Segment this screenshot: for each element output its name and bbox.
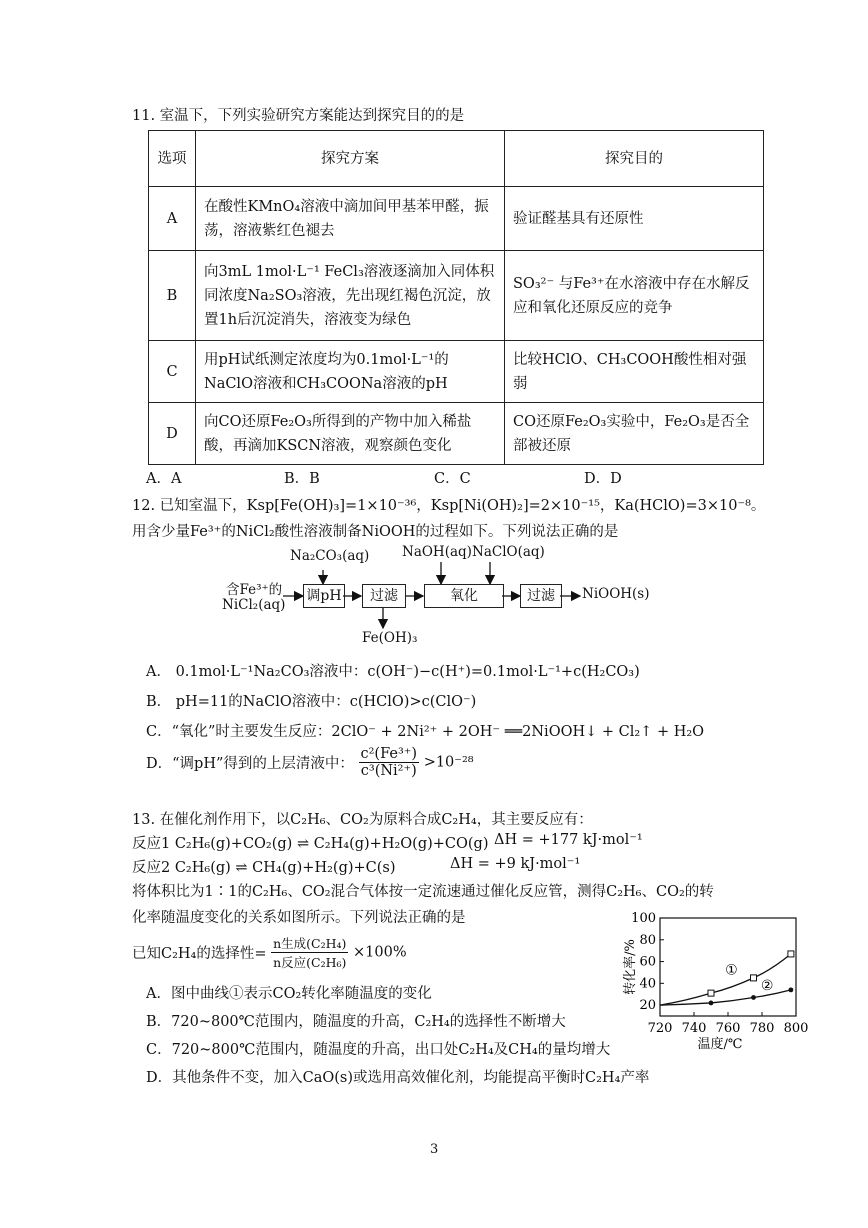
flow-product: NiOOH(s) (582, 586, 650, 602)
series-line-1 (660, 954, 791, 1005)
option-d-numerator: c²(Fe³⁺) (360, 746, 418, 762)
q13-reaction-1: 反应1 C₂H₆(g)+CO₂(g) ⇌ C₂H₄(g)+H₂O(g)+CO(g) (132, 836, 489, 852)
q12-option-b: B． pH=11的NaClO溶液中：c(HClO)>c(ClO⁻) (146, 694, 477, 710)
series-label-2: ② (760, 977, 774, 994)
flow-byproduct: Fe(OH)₃ (362, 630, 418, 646)
x-tick-label-3: 780 (749, 1021, 775, 1036)
q12-option-c: C．“氧化”时主要发生反应：2ClO⁻ + 2Ni²⁺ + 2OH⁻ ══2NiOOH↓ + Cl₂↑ + H₂O (146, 724, 705, 740)
series-1-point-3 (788, 951, 794, 957)
x-axis-label: 温度/℃ (697, 1037, 743, 1052)
selectivity-denominator: n反应(C₂H₆) (273, 955, 347, 970)
q13-option-c: C．720~800℃范围内，随温度的升高，出口处C₂H₄及CH₄的量均增大 (146, 1042, 611, 1058)
row-c-opt: C (149, 341, 196, 403)
flow-step-adjust-ph: 调pH (303, 584, 345, 608)
y-tick-label-0: 20 (639, 998, 656, 1014)
chart-plot-frame (660, 918, 796, 1016)
selectivity-suffix: ×100% (353, 944, 407, 961)
series-2-point-1 (709, 1001, 714, 1006)
option-d-fraction (359, 746, 420, 779)
row-b-plan: 向3mL 1mol·L⁻¹ FeCl₃溶液逐滴加入同体积同浓度Na₂SO₃溶液，先出现红褐色沉淀，放置1h后沉淀消失，溶液变为绿色 (196, 251, 505, 341)
x-tick-label-2: 760 (715, 1021, 741, 1036)
q12-option-d (146, 746, 474, 779)
selectivity-fraction (271, 934, 348, 971)
row-c-plan: 用pH试纸测定浓度均为0.1mol·L⁻¹的NaClO溶液和CH₃COONa溶液的pH (196, 341, 505, 403)
q11-choice-d: D．D (584, 471, 622, 487)
row-a-goal: 验证醛基具有还原性 (505, 187, 764, 251)
q13-text-line2: 化率随温度变化的关系如图所示。下列说法正确的是 (132, 910, 466, 926)
y-tick-label-1: 40 (639, 976, 656, 992)
q11-choice-c: C．C (434, 471, 471, 487)
series-line-2 (660, 990, 791, 1005)
q13-option-d: D．其他条件不变，加入CaO(s)或选用高效催化剂，均能提高平衡时C₂H₄产率 (146, 1070, 650, 1086)
series-1-point-1 (708, 990, 714, 996)
flow-feed-line1: 含Fe³⁺的 (226, 582, 283, 598)
row-a-opt: A (149, 187, 196, 251)
q11-stem: 11. 室温下，下列实验研究方案能达到探究目的的是 (132, 108, 465, 124)
q12-stem-line2: 用含少量Fe³⁺的NiCl₂酸性溶液制备NiOOH的过程如下。下列说法正确的是 (132, 524, 619, 540)
header-plan: 探究方案 (196, 131, 505, 187)
flow-reagent-na2co3: Na₂CO₃(aq) (290, 548, 370, 564)
option-d-prefix: D．“调pH”得到的上层清液中： (146, 756, 354, 772)
header-goal: 探究目的 (505, 131, 764, 187)
q13-option-a: A．图中曲线①表示CO₂转化率随温度的变化 (146, 986, 432, 1002)
x-tick-label-4: 800 (783, 1021, 809, 1036)
q13-stem: 13. 在催化剂作用下，以C₂H₆、CO₂为原料合成C₂H₄，其主要反应有： (132, 812, 593, 828)
q12-stem-line1: 12. 已知室温下，Ksp[Fe(OH)₃]=1×10⁻³⁶，Ksp[Ni(OH)₂]=2×10⁻¹⁵，Ka(HClO)=3×10⁻⁸。 (132, 498, 766, 514)
flow-reagent-naclo: NaClO(aq) (472, 544, 545, 560)
y-tick-label-2: 60 (639, 954, 656, 970)
y-tick-label-3: 80 (639, 932, 656, 948)
q13-text-line1: 将体积比为1∶1的C₂H₆、CO₂混合气体按一定流速通过催化反应管，测得C₂H₆、CO₂的转 (132, 884, 714, 900)
q13-selectivity (132, 934, 407, 971)
y-axis-label: 转化率/% (623, 939, 638, 995)
row-b-goal: SO₃²⁻ 与Fe³⁺在水溶液中存在水解反应和氧化还原反应的竞争 (505, 251, 764, 341)
y-tick-label-4: 100 (631, 911, 656, 926)
series-2-point-2 (751, 995, 756, 1000)
x-tick-label-0: 720 (647, 1021, 673, 1036)
flow-feed-line2: NiCl₂(aq) (222, 597, 286, 613)
q13-option-b: B．720~800℃范围内，随温度的升高，C₂H₄的选择性不断增大 (146, 1014, 566, 1030)
series-2-point-3 (789, 987, 794, 992)
flow-step-filter-1: 过滤 (362, 584, 406, 608)
option-d-denominator: c³(Ni²⁺) (360, 763, 417, 779)
q11-table (148, 130, 764, 465)
row-a-plan: 在酸性KMnO₄溶液中滴加间甲基苯甲醛，振荡，溶液紫红色褪去 (196, 187, 505, 251)
flow-reagent-naoh: NaOH(aq) (402, 544, 472, 560)
flow-step-oxidize: 氧化 (424, 584, 504, 608)
x-tick-label-1: 740 (681, 1021, 707, 1036)
flow-step-filter-2: 过滤 (520, 584, 562, 608)
q13-reaction-2-dh: ΔH = +9 kJ·mol⁻¹ (450, 856, 581, 872)
row-d-plan: 向CO还原Fe₂O₃所得到的产物中加入稀盐酸，再滴加KSCN溶液，观察颜色变化 (196, 403, 505, 465)
q13-reaction-1-dh: ΔH = +177 kJ·mol⁻¹ (494, 832, 643, 848)
page-number: 3 (430, 1142, 439, 1157)
option-d-suffix: >10⁻²⁸ (423, 754, 474, 771)
header-option: 选项 (149, 131, 196, 187)
row-c-goal: 比较HClO、CH₃COOH酸性相对强弱 (505, 341, 764, 403)
row-d-opt: D (149, 403, 196, 465)
q11-choice-b: B．B (284, 471, 320, 487)
series-label-1: ① (725, 962, 738, 979)
row-b-opt: B (149, 251, 196, 341)
series-1-point-2 (751, 975, 757, 981)
selectivity-prefix: 已知C₂H₄的选择性= (132, 946, 267, 962)
q13-reaction-2: 反应2 C₂H₆(g) ⇌ CH₄(g)+H₂(g)+C(s) (132, 860, 396, 876)
q11-choice-a: A．A (146, 471, 182, 487)
row-d-goal: CO还原Fe₂O₃实验中，Fe₂O₃是否全部被还原 (505, 403, 764, 465)
selectivity-numerator: n生成(C₂H₄) (273, 936, 347, 951)
q12-option-a: A． 0.1mol·L⁻¹Na₂CO₃溶液中：c(OH⁻)−c(H⁺)=0.1mol·L⁻¹+c(H₂CO₃) (146, 664, 640, 680)
